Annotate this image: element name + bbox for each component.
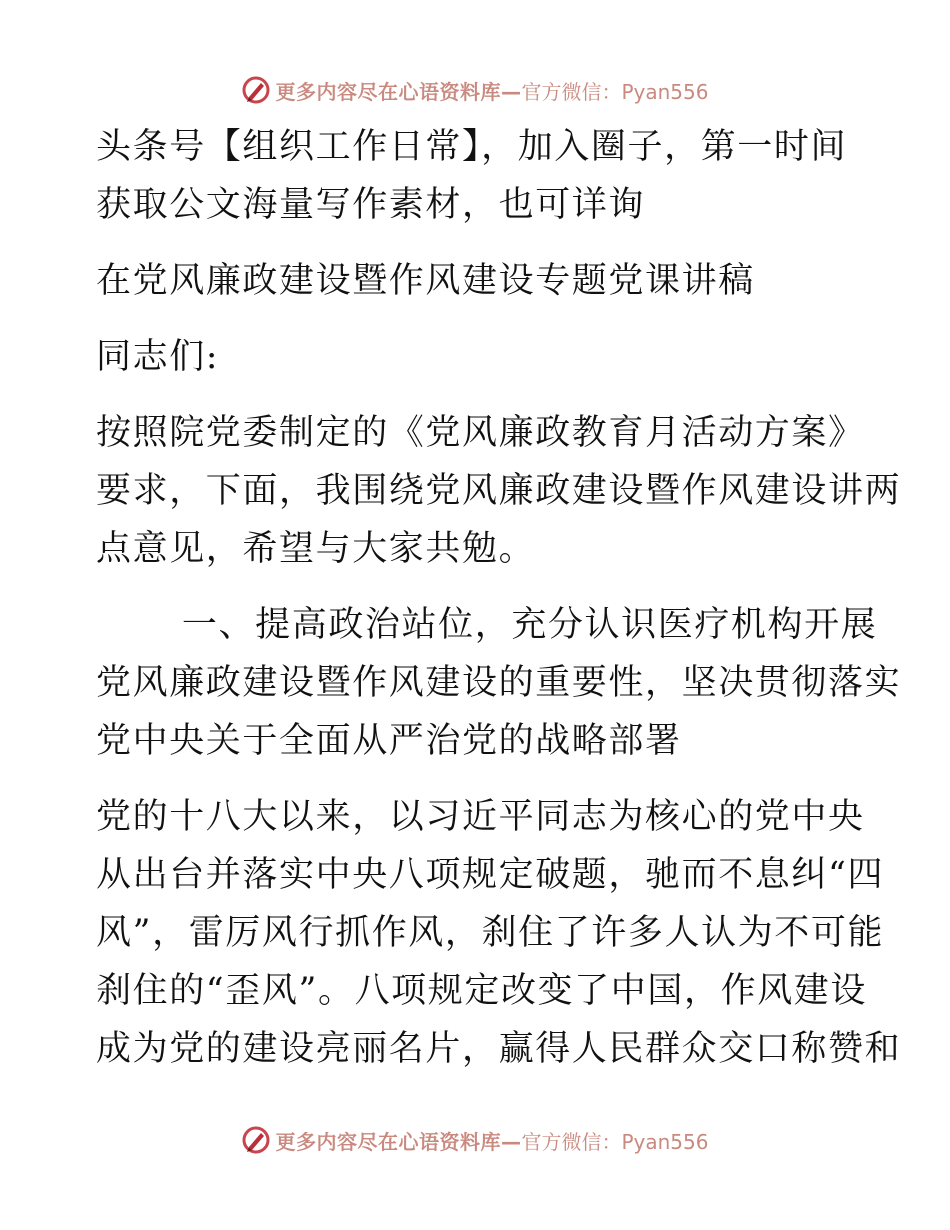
pen-logo-icon: [241, 1125, 271, 1155]
section-heading-1: [96, 596, 902, 770]
text-line: 一、提高政治站位，充分认识医疗机构开展: [96, 605, 878, 645]
text-line: 党的十八大以来，以习近平同志为核心的党中央: [96, 797, 865, 837]
text-line: 成为党的建设亮丽名片，赢得人民群众交口称赞和: [96, 1029, 902, 1069]
text-line: 同志们:: [96, 337, 220, 377]
salutation: [96, 328, 856, 386]
watermark-text: 更多内容尽在心语资料库—: [275, 1129, 522, 1154]
watermark-wechat: 官方微信：Pyan556: [521, 79, 709, 104]
text-line: 按照院党委制定的《党风廉政教育月活动方案》: [96, 413, 865, 453]
text-line: 在党风廉政建设暨作风建设专题党课讲稿: [96, 261, 755, 301]
text-line: 风”，雷厉风行抓作风，刹住了许多人认为不可能: [96, 913, 885, 953]
text-line: 党中央关于全面从严治党的战略部署: [96, 721, 682, 761]
text-line: 要求，下面，我围绕党风廉政建设暨作风建设讲两: [96, 471, 902, 511]
text-line: 点意见，希望与大家共勉。: [96, 529, 536, 569]
document-title: [96, 252, 856, 310]
watermark-text: 更多内容尽在心语资料库—: [275, 79, 522, 104]
text-line: 刹住的“歪风”。八项规定改变了中国，作风建设: [96, 971, 867, 1011]
intro-paragraph: [96, 118, 856, 234]
text-line: 党风廉政建设暨作风建设的重要性，坚决贯彻落实: [96, 663, 902, 703]
text-line: 从出台并落实中央八项规定破题，驰而不息纠“四: [96, 855, 885, 895]
document-body: [96, 118, 902, 1078]
watermark-wechat: 官方微信：Pyan556: [521, 1129, 709, 1154]
header-watermark: [0, 70, 950, 110]
text-line: 获取公文海量写作素材，也可详询: [96, 185, 646, 225]
body-paragraph: [96, 788, 902, 1078]
opening-paragraph: [96, 404, 902, 578]
footer-watermark: [0, 1120, 950, 1160]
text-line: 头条号【组织工作日常】，加入圈子，第一时间: [96, 127, 848, 167]
pen-logo-icon: [241, 75, 271, 105]
